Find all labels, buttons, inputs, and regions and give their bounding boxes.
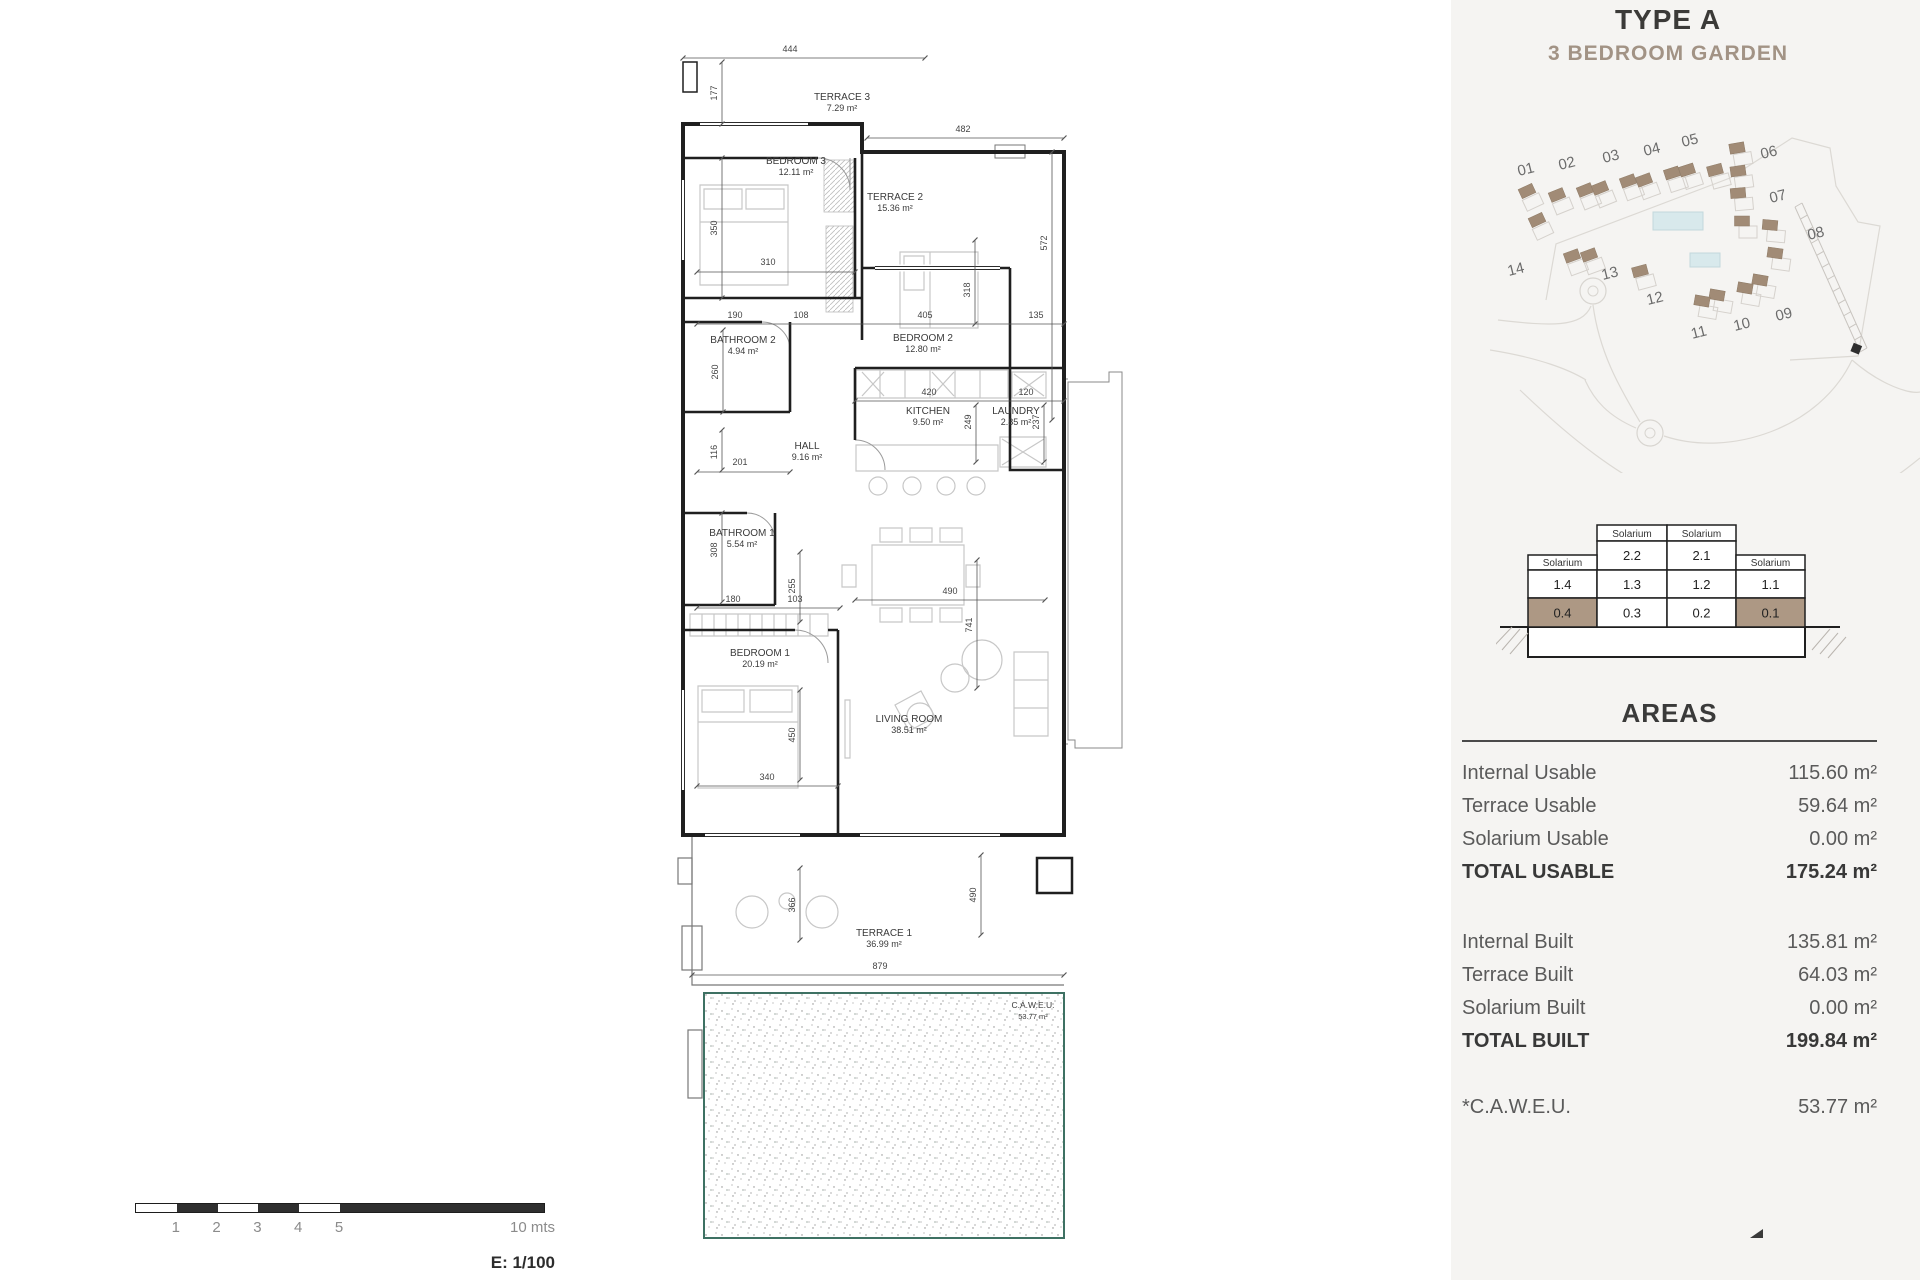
svg-text:12.80 m²: 12.80 m² xyxy=(905,344,941,354)
areas-row-label: Solarium Usable xyxy=(1462,828,1609,850)
areas-row-label: Terrace Built xyxy=(1462,964,1574,986)
svg-text:38.51 m²: 38.51 m² xyxy=(891,725,927,735)
areas-total-row xyxy=(1462,1025,1877,1058)
dim-label: 405 xyxy=(917,310,933,320)
site-building-number: 14 xyxy=(1505,259,1527,280)
svg-text:TERRACE 2: TERRACE 2 xyxy=(866,192,924,203)
areas-row xyxy=(1462,757,1877,790)
garden-area xyxy=(704,993,1064,1238)
scale-bar-segments xyxy=(135,1203,545,1213)
areas-row xyxy=(1462,1091,1877,1124)
scale-tick-label: 4 xyxy=(294,1219,303,1236)
areas-row-value: 115.60 m² xyxy=(1788,762,1877,784)
solarium-header: Solarium xyxy=(1612,529,1652,540)
dim-label: 116 xyxy=(709,444,719,460)
dim-label: 237 xyxy=(1031,414,1041,430)
building-section-diagram xyxy=(1496,505,1852,665)
dim-label: 260 xyxy=(710,364,720,380)
room-label xyxy=(876,714,943,735)
svg-text:BEDROOM 1: BEDROOM 1 xyxy=(729,648,791,659)
dim-label: 340 xyxy=(759,772,775,782)
areas-usable-rows xyxy=(1462,757,1877,889)
dim-label: 201 xyxy=(732,457,748,467)
dim-label: 249 xyxy=(963,414,973,430)
room-label xyxy=(766,156,826,177)
site-building xyxy=(1767,247,1783,259)
areas-row-value: 0.00 m² xyxy=(1809,997,1877,1019)
room-label xyxy=(814,92,871,113)
type-subtitle: 3 BEDROOM GARDEN xyxy=(1547,42,1789,65)
dim-label: 177 xyxy=(709,85,719,101)
site-building-number: 12 xyxy=(1644,288,1666,309)
dim-label: 572 xyxy=(1039,235,1049,251)
areas-row xyxy=(1462,823,1877,856)
site-building xyxy=(1709,289,1726,301)
site-building xyxy=(1591,181,1609,196)
areas-row-value: 59.64 m² xyxy=(1798,795,1877,817)
areas-row-value: 64.03 m² xyxy=(1798,964,1877,986)
furniture-layer xyxy=(690,185,1048,928)
site-building xyxy=(1730,165,1746,177)
areas-row-label: TOTAL USABLE xyxy=(1462,861,1615,883)
room-label xyxy=(856,928,913,949)
svg-text:LAUNDRY: LAUNDRY xyxy=(992,406,1040,417)
unit-cell: 2.1 xyxy=(1692,548,1711,563)
info-panel xyxy=(1451,0,1920,1280)
dim-label: 108 xyxy=(793,310,809,320)
areas-row-label: Internal Built xyxy=(1462,931,1574,953)
site-building-number: 11 xyxy=(1689,322,1709,343)
site-building xyxy=(1762,219,1778,230)
dim-label: 190 xyxy=(727,310,743,320)
unit-cell: 1.3 xyxy=(1622,577,1642,592)
dim-label: 135 xyxy=(1028,310,1044,320)
site-building xyxy=(1730,187,1746,198)
scale-segment xyxy=(299,1204,340,1212)
unit-cell: 0.3 xyxy=(1622,605,1642,621)
site-building xyxy=(1752,274,1769,286)
svg-text:LIVING ROOM: LIVING ROOM xyxy=(875,714,943,725)
unit-cell: 1.2 xyxy=(1692,577,1711,592)
site-building-number: 09 xyxy=(1773,304,1795,325)
svg-text:BEDROOM 3: BEDROOM 3 xyxy=(765,156,827,167)
scale-bar xyxy=(135,1203,555,1280)
svg-text:C.A.W.E.U.: C.A.W.E.U. xyxy=(1011,1000,1055,1010)
dim-label: 490 xyxy=(968,887,978,903)
site-building-number: 10 xyxy=(1731,314,1753,335)
room-label xyxy=(893,333,953,354)
room-label xyxy=(867,192,924,213)
site-building-number: 08 xyxy=(1805,223,1827,244)
svg-text:BATHROOM 1: BATHROOM 1 xyxy=(709,528,775,539)
svg-text:2.85 m²: 2.85 m² xyxy=(1000,417,1032,427)
scale-segment xyxy=(258,1204,299,1212)
svg-text:20.19 m²: 20.19 m² xyxy=(742,659,778,669)
unit-cell: 1.4 xyxy=(1553,577,1572,592)
scale-segment xyxy=(340,1204,544,1212)
svg-text:53.77 m²: 53.77 m² xyxy=(1018,1012,1048,1021)
areas-row-label: *C.A.W.E.U. xyxy=(1462,1096,1571,1118)
svg-text:TERRACE 3: TERRACE 3 xyxy=(813,92,871,103)
areas-caweu-row xyxy=(1462,1091,1877,1124)
dim-label: 490 xyxy=(942,586,958,596)
areas-row xyxy=(1462,992,1877,1025)
room-label xyxy=(710,335,776,356)
site-plan xyxy=(1490,128,1920,473)
scale-end-label: 10 mts xyxy=(509,1219,555,1236)
site-building xyxy=(1737,282,1754,294)
svg-text:BEDROOM 2: BEDROOM 2 xyxy=(892,333,954,344)
svg-text:5.54 m²: 5.54 m² xyxy=(726,539,758,549)
dim-label: 255 xyxy=(787,578,797,594)
svg-text:9.16 m²: 9.16 m² xyxy=(791,452,823,462)
areas-row-label: Internal Usable xyxy=(1462,762,1597,784)
site-building-number: 05 xyxy=(1679,130,1701,151)
dim-label: 318 xyxy=(962,282,972,298)
svg-text:9.50 m²: 9.50 m² xyxy=(912,417,944,427)
unit-cell-highlighted: 0.4 xyxy=(1553,605,1572,621)
svg-text:4.94 m²: 4.94 m² xyxy=(727,346,759,356)
svg-text:15.36 m²: 15.36 m² xyxy=(877,203,913,213)
svg-text:7.29 m²: 7.29 m² xyxy=(826,103,858,113)
dim-label: 103 xyxy=(787,594,803,604)
room-label xyxy=(709,528,775,549)
site-building xyxy=(1548,188,1566,203)
title-block xyxy=(1451,4,1885,66)
svg-text:TERRACE 1: TERRACE 1 xyxy=(855,928,913,939)
site-building-number: 02 xyxy=(1556,153,1578,174)
dim-label: 120 xyxy=(1018,387,1034,397)
unit-cell: 0.2 xyxy=(1692,605,1711,621)
dim-label: 420 xyxy=(921,387,937,397)
dim-label: 450 xyxy=(787,727,797,743)
floor-plan xyxy=(665,35,1145,1250)
site-building xyxy=(1729,142,1746,154)
room-label xyxy=(792,441,823,462)
type-title: TYPE A xyxy=(1614,4,1722,35)
site-building-number: 04 xyxy=(1641,139,1663,160)
site-building xyxy=(1735,216,1750,226)
corner-mark-icon xyxy=(1750,1229,1763,1238)
site-building xyxy=(1528,212,1546,227)
solarium-header: Solarium xyxy=(1542,558,1583,569)
dim-label: 741 xyxy=(964,617,974,633)
unit-cell: 1.1 xyxy=(1761,577,1780,592)
scale-tick-label: 1 xyxy=(171,1219,180,1236)
areas-row-value: 199.84 m² xyxy=(1785,1030,1877,1052)
svg-text:BATHROOM 2: BATHROOM 2 xyxy=(710,335,776,346)
scale-ratio-label: E: 1/100 xyxy=(490,1253,555,1272)
areas-row-value: 175.24 m² xyxy=(1785,861,1877,883)
svg-text:HALL: HALL xyxy=(794,441,820,452)
areas-total-row xyxy=(1462,856,1877,889)
room-label xyxy=(906,406,950,427)
svg-text:KITCHEN: KITCHEN xyxy=(906,406,950,417)
svg-text:12.11 m²: 12.11 m² xyxy=(778,167,814,177)
solarium-header: Solarium xyxy=(1750,558,1791,569)
site-building-number: 01 xyxy=(1515,159,1537,180)
scale-tick-label: 3 xyxy=(253,1219,262,1236)
scale-tick-label: 2 xyxy=(212,1219,221,1236)
room-label xyxy=(730,648,790,669)
site-building xyxy=(1694,295,1711,307)
scale-segment xyxy=(218,1204,259,1212)
areas-row xyxy=(1462,926,1877,959)
dim-label: 879 xyxy=(872,961,888,971)
areas-row-value: 53.77 m² xyxy=(1798,1096,1877,1118)
unit-cell: 2.2 xyxy=(1622,548,1642,563)
dim-label: 310 xyxy=(760,257,776,267)
scale-tick-label: 5 xyxy=(334,1219,344,1236)
areas-row-value: 135.81 m² xyxy=(1786,931,1877,953)
svg-text:36.99 m²: 36.99 m² xyxy=(866,939,902,949)
dim-label: 444 xyxy=(782,44,798,54)
dim-label: 308 xyxy=(709,542,719,558)
areas-built-rows xyxy=(1462,926,1877,1058)
site-building-number: 13 xyxy=(1599,263,1621,284)
scale-segment xyxy=(136,1204,177,1212)
areas-row-label: Solarium Built xyxy=(1462,997,1586,1019)
room-labels xyxy=(709,92,1054,1021)
dim-label: 366 xyxy=(787,897,797,913)
site-building-number: 07 xyxy=(1767,186,1789,207)
scale-segment xyxy=(177,1204,218,1212)
site-building xyxy=(1576,183,1594,198)
areas-row-label: Terrace Usable xyxy=(1462,795,1597,817)
areas-row-value: 0.00 m² xyxy=(1809,828,1877,850)
areas-title: AREAS xyxy=(1621,698,1718,728)
areas-row xyxy=(1462,959,1877,992)
door-swings xyxy=(747,158,885,663)
dim-label: 350 xyxy=(709,220,719,236)
site-building-number: 06 xyxy=(1758,142,1780,163)
site-building xyxy=(1518,183,1536,198)
site-building-number: 03 xyxy=(1600,146,1622,167)
dim-label: 180 xyxy=(725,594,741,604)
solarium-header: Solarium xyxy=(1681,529,1722,540)
areas-row-label: TOTAL BUILT xyxy=(1462,1030,1590,1052)
areas-divider xyxy=(1462,740,1877,742)
unit-cell-highlighted: 0.1 xyxy=(1761,605,1780,621)
dim-label: 482 xyxy=(955,124,971,134)
areas-row xyxy=(1462,790,1877,823)
